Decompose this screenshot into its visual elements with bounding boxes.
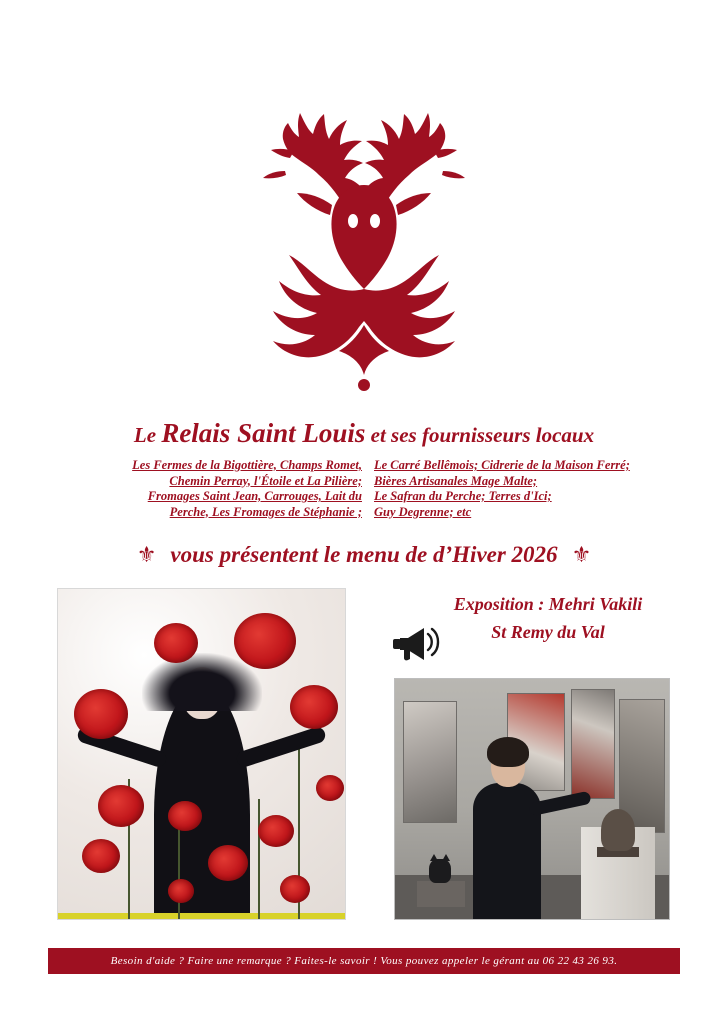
- fleur-de-lis-icon-right: ⚜: [571, 542, 592, 567]
- stag-head-emblem: [0, 88, 728, 398]
- supplier-line: Chemin Perray, l'Étoile et La Pilière;: [169, 473, 362, 488]
- artwork-poppies-painting: [57, 588, 346, 920]
- exposition-location: St Remy du Val: [491, 622, 605, 642]
- menu-announcement-text: vous présentent le menu de d’Hiver 2026: [170, 542, 558, 567]
- supplier-line: Perche, Les Fromages de Stéphanie ;: [169, 504, 362, 519]
- fleur-de-lis-icon-left: ⚜: [136, 542, 157, 567]
- photo-artist-gallery: [394, 678, 670, 920]
- title-suffix: et ses fournisseurs locaux: [365, 423, 595, 447]
- supplier-line: Bières Artisanales Mage Malte;: [374, 473, 538, 488]
- footer-banner: [48, 948, 680, 974]
- menu-announcement: [0, 542, 728, 568]
- suppliers-block: [110, 458, 630, 520]
- supplier-line: Guy Degrenne; etc: [374, 504, 472, 519]
- page-title: [0, 418, 728, 449]
- supplier-line: Fromages Saint Jean, Carrouges, Lait du: [147, 489, 362, 503]
- suppliers-right-column: [368, 458, 630, 520]
- supplier-line: Le Safran du Perche; Terres d'Ici;: [374, 489, 552, 503]
- exposition-title: Exposition : Mehri Vakili: [453, 594, 643, 614]
- megaphone-icon: [390, 620, 442, 664]
- suppliers-left-column: [110, 458, 368, 520]
- title-prefix: Le: [133, 423, 162, 447]
- supplier-line: Les Fermes de la Bigottière, Champs Romet,: [132, 458, 362, 472]
- title-main: Relais Saint Louis: [161, 418, 366, 448]
- supplier-line: Le Carré Bellêmois; Cidrerie de la Maison Ferré;: [374, 458, 630, 472]
- footer-text: Besoin d'aide ? Faire une remarque ? Faites-le savoir ! Vous pouvez appeler le gérant au 06 22 43 26 93.: [110, 955, 618, 967]
